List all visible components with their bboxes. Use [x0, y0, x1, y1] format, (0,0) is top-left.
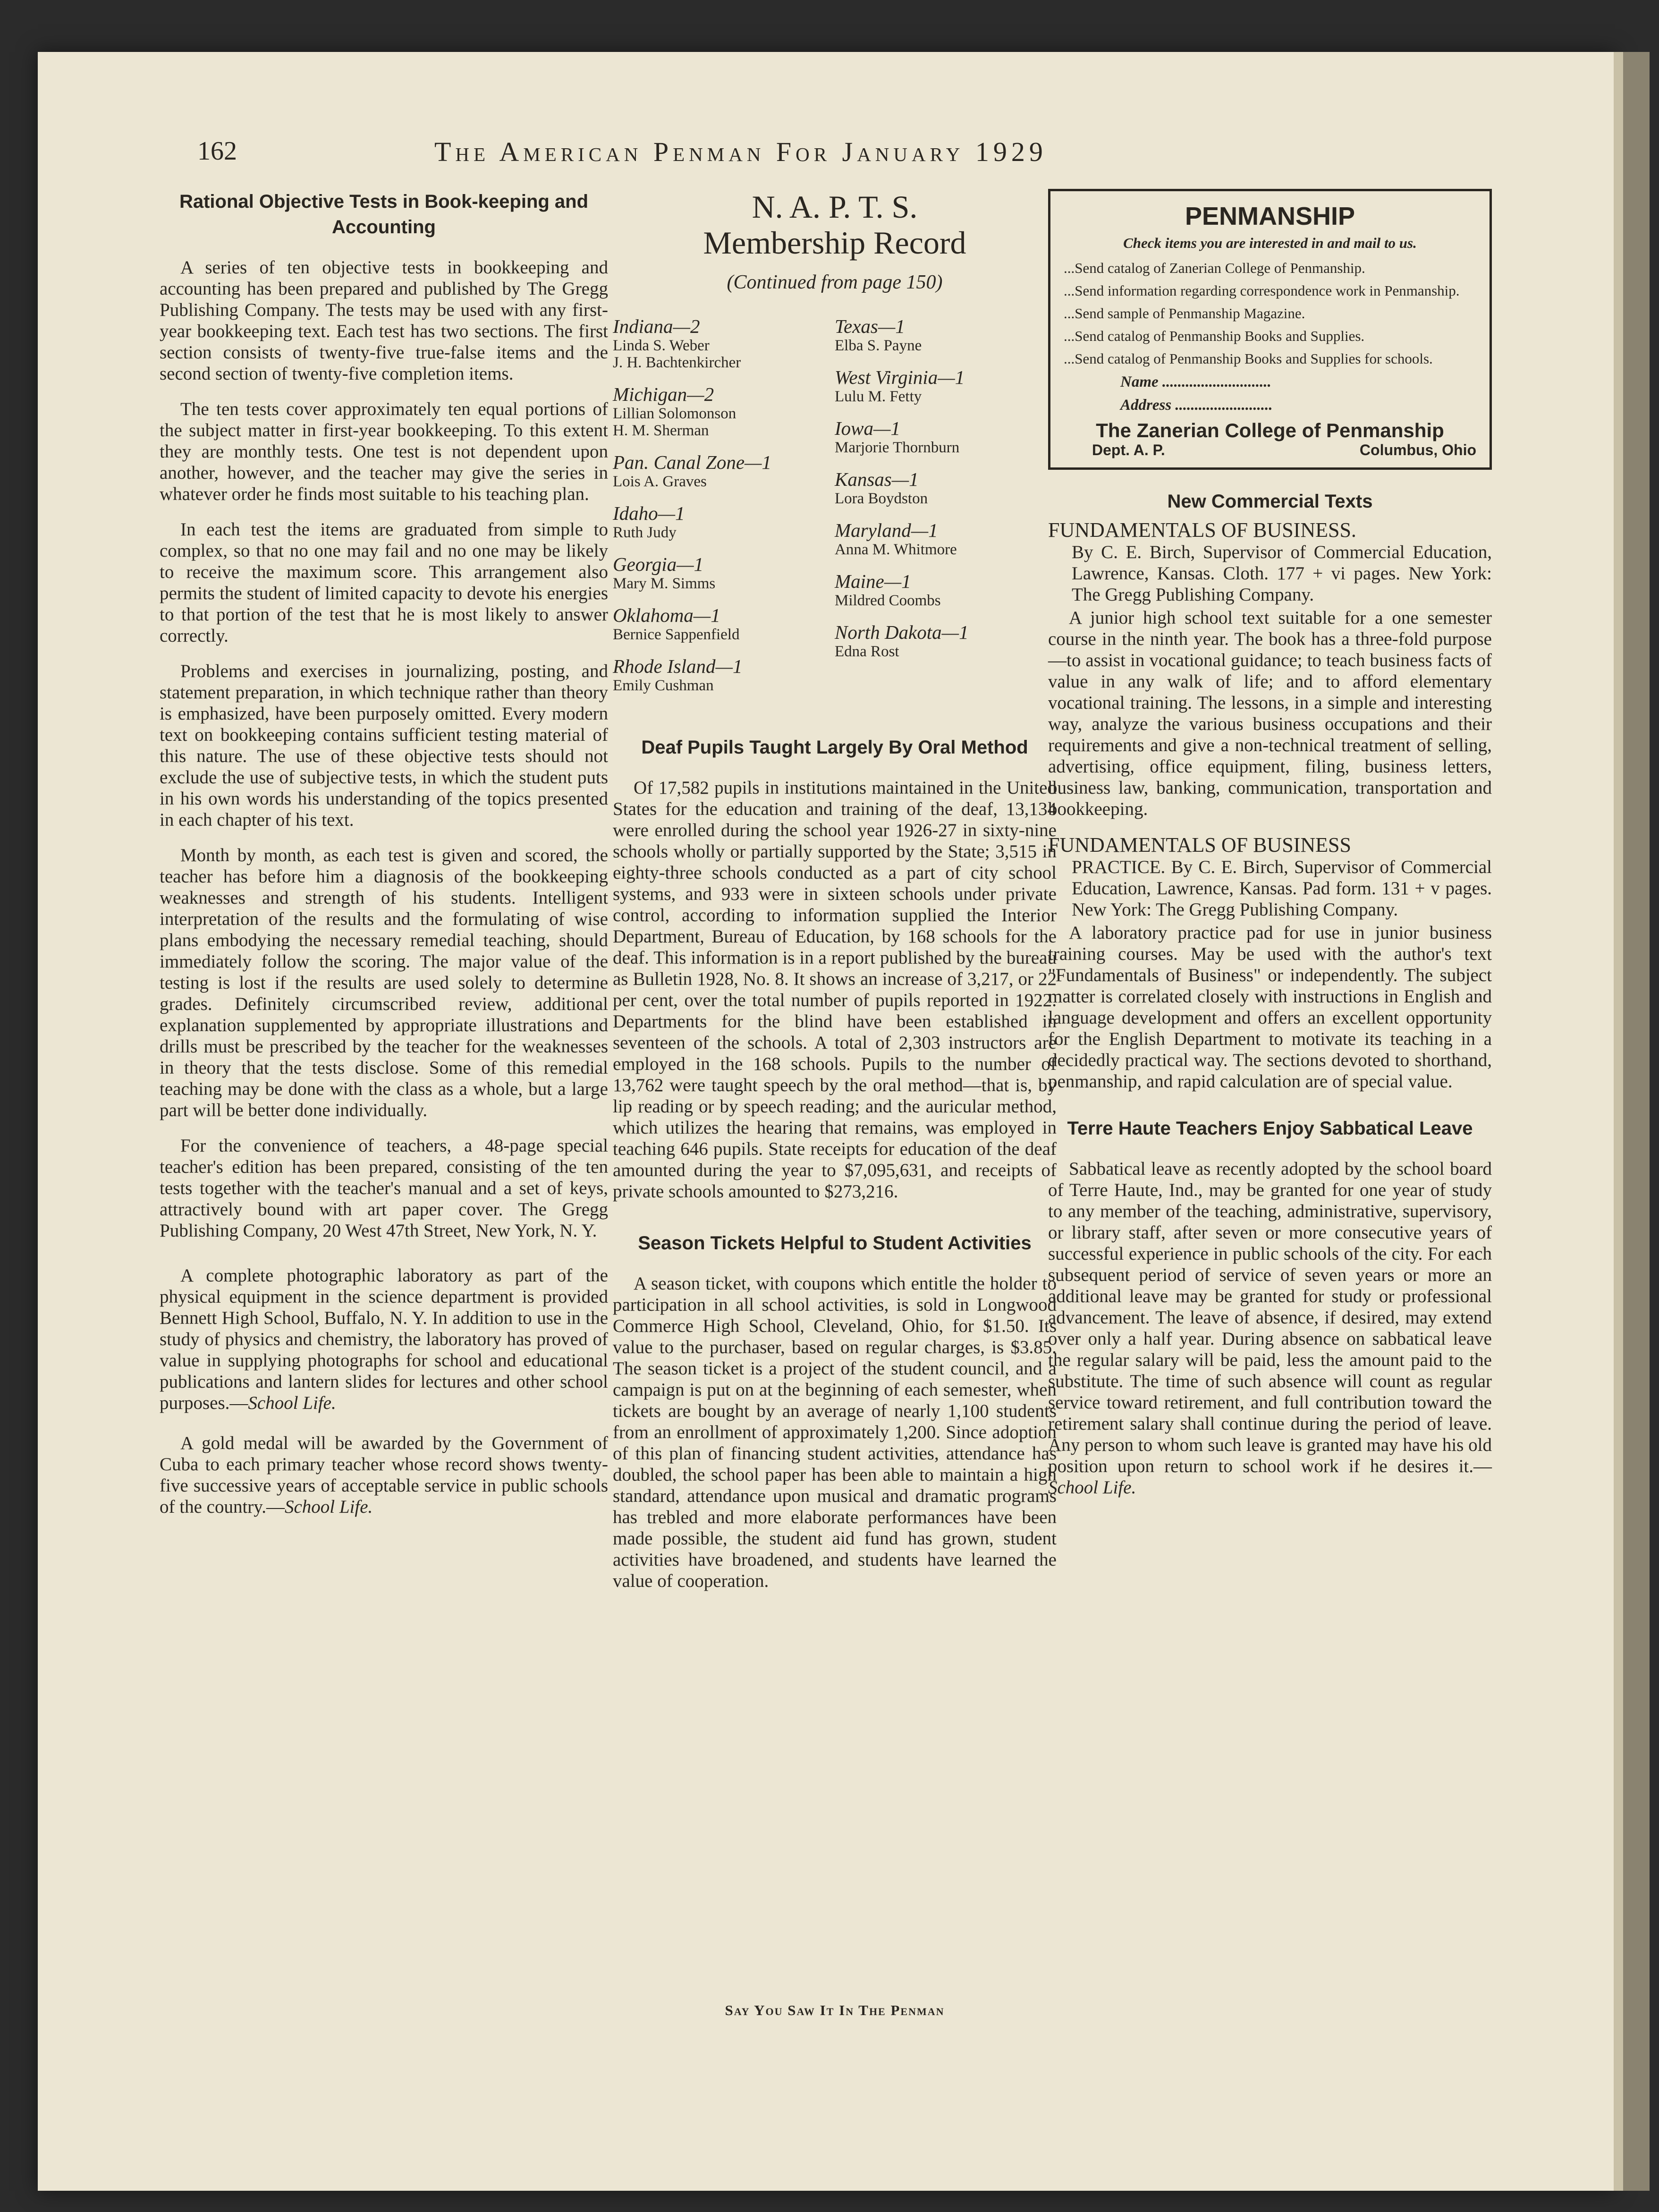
- member-name: Lora Boydston: [835, 490, 928, 507]
- page-number: 162: [197, 136, 237, 166]
- medal-source: School Life.: [284, 1497, 373, 1517]
- state-name: West Virginia—1: [835, 366, 965, 388]
- address-field: Address .........................: [1120, 397, 1273, 414]
- state-entry: [835, 366, 1057, 405]
- state-name: Rhode Island—1: [613, 655, 743, 677]
- member-name: Lulu M. Fetty: [835, 388, 922, 405]
- state-name: Maine—1: [835, 570, 911, 592]
- state-entry: [835, 570, 1057, 609]
- book-spine: [1623, 52, 1650, 2191]
- member-name: Elba S. Payne: [835, 337, 922, 354]
- column-right: [1048, 189, 1492, 1512]
- member-name: H. M. Sherman: [613, 422, 709, 439]
- deaf-paragraph: Of 17,582 pupils in institutions maintained in the United States for the education and training of the deaf, 13,134 were enrolled during the school year 1926-27 in sixty-nine schools wholly or partially supported by the State; 3,515 in eighty-three schools conducted as a part of city school systems, and 933 were in sixteen schools under private control, according to information supplied the Interior Department, Bureau of Education, by 168 schools for the deaf. This information is in a report published by the bureau as Bulletin 1928, No. 8. It shows an increase of 3,217, or 22 per cent, over the total number of pupils reported in 1922. Departments for the blind have been established in seventeen of the schools. A total of 2,303 instructors are employed in the 168 schools. Pupils to the number of 13,762 were taught speech by the oral method—that is, by lip reading or by speech reading; and the auricular method, which utilizes the hearing that remains, was employed in teaching 646 pupils. State receipts for education of the deaf amounted during the year to $7,095,631, and receipts of private schools amounted to $273,216.: [613, 778, 1057, 1202]
- member-name: Lillian Solomonson: [613, 405, 736, 422]
- book1-title: FUNDAMENTALS OF BUSINESS.: [1048, 518, 1356, 542]
- membership-column-right: [835, 315, 1057, 706]
- book2-info: PRACTICE. By C. E. Birch, Supervisor of Commercial Education, Lawrence, Kansas. Pad form. 131 + v pages. New York: The Gregg Publishing Company.: [1072, 857, 1492, 920]
- coupon-instruction: Check items you are interested in and mail to us.: [1123, 235, 1417, 251]
- paragraph: In each test the items are graduated from simple to complex, so that no one may fail and no one may be likely to receive the maximum score. This arrangement also permits the student of limited capacity to devote his energies to that portion of the test that he is most likely to answer correctly.: [160, 519, 608, 646]
- article-heading-terre-haute: Terre Haute Teachers Enjoy Sabbatical Leave: [1067, 1118, 1473, 1139]
- paragraph: A series of ten objective tests in bookkeeping and accounting has been prepared and published by The Gregg Publishing Company. The tests may be used with any first-year bookkeeping text. Each test has two sections. The first section consists of twenty-five true-false items and the second section of twenty-five completion items.: [160, 257, 608, 384]
- member-name: Linda S. Weber: [613, 337, 710, 354]
- paragraph: The ten tests cover approximately ten equal portions of the subject matter in first-year bookkeeping. To this extent they are monthly tests. One test is not dependent upon another, however, and the teacher may give the series in whatever order he finds most suitable to his teaching plan.: [160, 399, 608, 504]
- napts-title: N. A. P. T. S.: [752, 189, 918, 225]
- membership-column-left: [613, 315, 835, 706]
- member-name: Bernice Sappenfield: [613, 626, 740, 643]
- state-name: Michigan—2: [613, 383, 714, 405]
- state-entry: [613, 604, 835, 643]
- medal-paragraph: [160, 1432, 608, 1517]
- name-field: Name ............................: [1120, 373, 1271, 390]
- state-entry: [835, 315, 1057, 354]
- member-name: Edna Rost: [835, 643, 899, 660]
- napts-subtitle: Membership Record: [703, 225, 966, 261]
- state-name: Idaho—1: [613, 502, 685, 524]
- book2-description: A laboratory practice pad for use in junior business training courses. May be used with the author's text "Fundamentals of Business" or independently. The subject matter is correlated closely with instructions in English and language development and offers an excellent opportunity for the English Department to motivate its teaching in a decidedly practical way. The sections devoted to shorthand, penmanship, and rapid calculation are of special value.: [1048, 923, 1492, 1092]
- member-name: J. H. Bachtenkircher: [613, 354, 741, 371]
- member-name: Marjorie Thornburn: [835, 439, 960, 456]
- state-entry: [835, 417, 1057, 456]
- state-name: Pan. Canal Zone—1: [613, 451, 771, 473]
- state-name: Kansas—1: [835, 468, 919, 490]
- city-label: Columbus, Ohio: [1359, 441, 1476, 458]
- coupon-option: ...Send catalog of Penmanship Books and Supplies for schools.: [1064, 350, 1433, 367]
- state-name: North Dakota—1: [835, 621, 969, 643]
- member-name: Lois A. Graves: [613, 473, 707, 490]
- state-name: Indiana—2: [613, 315, 700, 337]
- article-heading-commercial-texts: New Commercial Texts: [1167, 491, 1373, 512]
- paragraph: For the convenience of teachers, a 48-page special teacher's edition has been prepared, consisting of the ten tests together with the teacher's manual and a set of keys, attractively bound with art paper cover. The Gregg Publishing Company, 20 West 47th Street, New York, N. Y.: [160, 1136, 608, 1241]
- state-name: Maryland—1: [835, 519, 938, 541]
- running-head: The American Penman For January 1929: [434, 136, 1047, 167]
- state-entry: [613, 383, 835, 439]
- lab-paragraph: [160, 1265, 608, 1414]
- paragraph: Problems and exercises in journalizing, posting, and statement preparation, in which technique rather than theory is emphasized, have been purposely omitted. Every modern text on bookkeeping contains sufficient testing material of this nature. The use of these objective tests should not exclude the use of subjective tests, in which the student puts in his own words his understanding of the topics presented in each chapter of his text.: [160, 661, 608, 830]
- state-entry: [613, 553, 835, 592]
- state-entry: [835, 519, 1057, 558]
- member-name: Mary M. Simms: [613, 575, 716, 592]
- member-name: Anna M. Whitmore: [835, 541, 957, 558]
- coupon-option: ...Send catalog of Zanerian College of Penmanship.: [1064, 260, 1365, 276]
- column-middle: [613, 189, 1057, 1606]
- article-heading-season-tickets: Season Tickets Helpful to Student Activities: [638, 1233, 1032, 1254]
- state-entry: [613, 655, 835, 694]
- terre-text: Sabbatical leave as recently adopted by the school board of Terre Haute, Ind., may be granted for one year of study to any member of the teaching, administrative, supervisory, or library staff, after seven or more consecutive years of successful experience in public schools of the city. For each subsequent period of service of seven years or more an additional leave may be granted for study or professional advancement. The leave of absence, if desired, may extend over only a half year. During absence on sabbatical leave the regular salary will be paid, less the amount paid to the substitute. The time of such absence will count as regular service toward retirement, and full contribution toward the retirement salary shall continue during the period of leave. Any person to whom such leave is granted may have his old position upon return to school work if he desires it.—: [1048, 1159, 1492, 1476]
- state-entry: [835, 468, 1057, 507]
- college-name: The Zanerian College of Penmanship: [1096, 419, 1444, 441]
- book1-description: A junior high school text suitable for a one semester course in the ninth year. The book has a three-fold purpose—to assist in vocational guidance; to teach business facts of value in any walk of life; and to afford elementary vocational training. The lessons, in a simple and interesting way, analyze the various business occupations and their requirements and give a non-technical treatment of selling, advertising, office equipment, filing, business letters, business law, banking, communication, transportation and bookkeeping.: [1048, 608, 1492, 819]
- state-name: Oklahoma—1: [613, 604, 720, 626]
- coupon-option: ...Send information regarding correspondence work in Penmanship.: [1064, 282, 1460, 299]
- coupon-title: PENMANSHIP: [1185, 202, 1355, 230]
- medal-text: A gold medal will be awarded by the Government of Cuba to each primary teacher whose record shows twenty-five successive years of acceptable service in public schools of the country.—: [160, 1433, 608, 1517]
- page-gutter: [1614, 52, 1623, 2191]
- article-heading-objective-tests: Rational Objective Tests in Book-keeping and Accounting: [179, 191, 589, 237]
- member-name: Emily Cushman: [613, 677, 714, 694]
- state-name: Georgia—1: [613, 553, 704, 575]
- state-name: Iowa—1: [835, 417, 900, 439]
- terre-source: School Life.: [1048, 1477, 1136, 1498]
- state-entry: [835, 621, 1057, 660]
- state-entry: [613, 451, 835, 490]
- member-name: Mildred Coombs: [835, 592, 941, 609]
- column-left: [160, 189, 608, 1532]
- book1-info: By C. E. Birch, Supervisor of Commercial Education, Lawrence, Kansas. Cloth. 177 + vi pages. New York: The Gregg Publishing Company.: [1072, 542, 1492, 605]
- lab-text: A complete photographic laboratory as part of the physical equipment in the science department is provided Bennett High School, Buffalo, N. Y. In addition to use in the study of physics and chemistry, the laboratory has proved of value in supplying photographs for school and educational publications and lantern slides for lectures and other school purposes.—: [160, 1265, 608, 1413]
- member-name: Ruth Judy: [613, 524, 677, 541]
- article-heading-deaf-pupils: Deaf Pupils Taught Largely By Oral Method: [641, 737, 1028, 758]
- state-name: Texas—1: [835, 315, 905, 337]
- coupon-option: ...Send sample of Penmanship Magazine.: [1064, 305, 1305, 322]
- continued-note: (Continued from page 150): [727, 271, 943, 293]
- book2-title: FUNDAMENTALS OF BUSINESS: [1048, 833, 1351, 856]
- coupon-option: ...Send catalog of Penmanship Books and Supplies.: [1064, 328, 1365, 344]
- season-paragraph: A season ticket, with coupons which entitle the holder to participation in all school activities, is sold in Longwood Commerce High School, Cleveland, Ohio, for $1.50. Its value to the purchaser, based on regular charges, is $3.85. The season ticket is a project of the student council, and a campaign is put on at the beginning of each semester, when tickets are bought by an average of nearly 1,100 students from an enrollment of approximately 1,200. Since adoption of this plan of financing student activities, attendance has doubled, the school paper has been able to maintain a high standard, attendance upon musical and dramatic programs has trebled and more elaborate performances have been made possible, the student aid fund has grown, student activities have broadened, and students have learned the value of cooperation.: [613, 1273, 1057, 1591]
- state-entry: [613, 315, 835, 371]
- lab-source: School Life.: [248, 1393, 336, 1413]
- page-footer: Say You Saw It In The Penman: [725, 2002, 945, 2018]
- terre-paragraph: [1048, 1158, 1492, 1498]
- state-entry: [613, 502, 835, 541]
- coupon-footer: [1064, 441, 1476, 459]
- paragraph: Month by month, as each test is given and scored, the teacher has before him a diagnosis of the bookkeeping weaknesses and strength of his students. Intelligent interpretation of the results and the formulating of wise plans embodying the necessary remedial teaching, should immediately follow the scoring. The major value of the testing is lost if the results are used solely to determine grades. Definitely circumscribed review, additional explanation supplemented by appropriate illustrations and drills must be prescribed by the teacher for the weaknesses in theory that the tests disclose. Some of this remedial teaching may be done with the class as a whole, but a large part will be better done individually.: [160, 845, 608, 1120]
- department-label: Dept. A. P.: [1092, 441, 1165, 458]
- membership-list: [613, 315, 1057, 706]
- penmanship-order-coupon: [1048, 189, 1492, 470]
